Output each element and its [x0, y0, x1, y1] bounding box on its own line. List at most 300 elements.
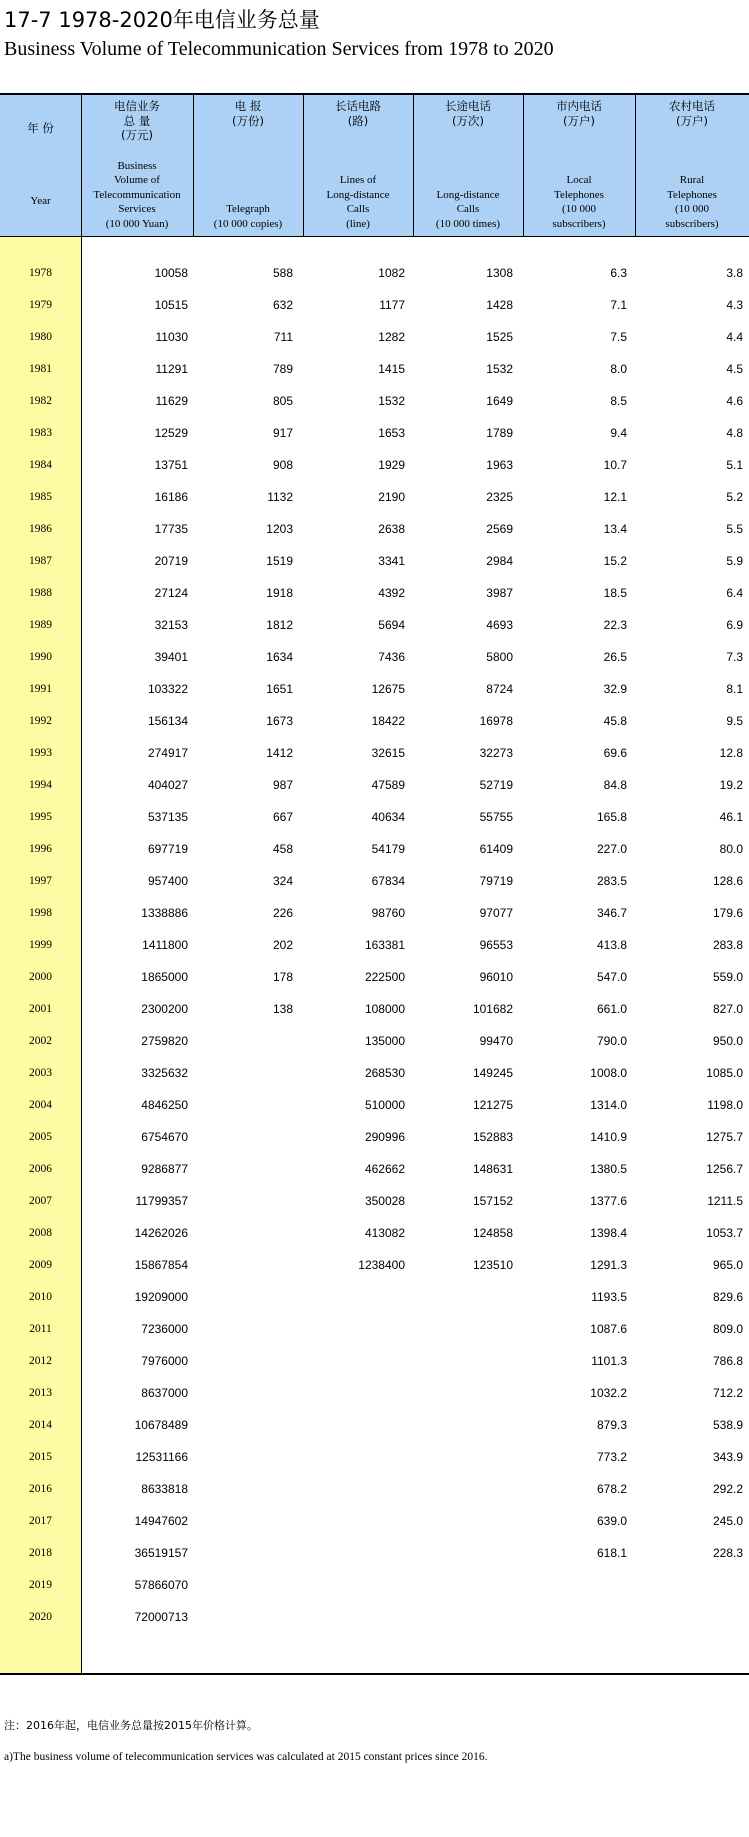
header-chinese-label [635, 99, 749, 128]
table-cell: 1649 [486, 394, 513, 408]
table-cell: 135000 [364, 1034, 405, 1048]
header-cell [0, 93, 81, 236]
table-cell [193, 1097, 293, 1113]
header-cell [413, 93, 523, 236]
table-cell: 157152 [472, 1194, 513, 1208]
table-cell: 101682 [472, 1002, 513, 1016]
header-chinese-line: (万户) [676, 113, 708, 128]
table-cell: 13751 [154, 458, 188, 472]
table-cell: 3.8 [726, 266, 743, 280]
year-cell: 1990 [29, 651, 52, 663]
table-cell: 618.1 [596, 1546, 627, 1560]
table-cell: 1203 [266, 522, 293, 536]
table-cell [413, 1353, 513, 1369]
table-cell: 458 [272, 842, 293, 856]
table-cell: 1532 [378, 394, 405, 408]
table-cell: 1082 [378, 266, 405, 280]
table-cell: 16186 [154, 490, 188, 504]
table-cell: 10058 [154, 266, 188, 280]
table-cell [193, 1417, 293, 1433]
table-cell: 547.0 [596, 970, 627, 984]
header-english-line: Long-distance [436, 188, 500, 201]
header-cell [523, 93, 635, 236]
table-cell: 7.1 [610, 298, 627, 312]
table-cell: 148631 [472, 1162, 513, 1176]
table-cell: 4.8 [726, 426, 743, 440]
year-cell: 2015 [29, 1451, 52, 1463]
table-cell [413, 1609, 513, 1625]
table-cell: 268530 [364, 1066, 405, 1080]
table-cell [193, 1321, 293, 1337]
year-cell: 1985 [29, 491, 52, 503]
table-cell [523, 1609, 627, 1625]
table-cell: 950.0 [712, 1034, 743, 1048]
table-cell: 54179 [371, 842, 405, 856]
table-cell: 55755 [479, 810, 513, 824]
year-cell: 2016 [29, 1483, 52, 1495]
header-chinese-label [413, 99, 523, 128]
table-cell: 661.0 [596, 1002, 627, 1016]
table-cell: 12531166 [135, 1450, 188, 1464]
table-cell: 1812 [266, 618, 293, 632]
table-cell: 39401 [154, 650, 188, 664]
header-chinese-label [0, 121, 81, 136]
table-cell: 11291 [155, 362, 188, 376]
table-cell: 11629 [155, 394, 188, 408]
table-cell: 908 [272, 458, 293, 472]
table-cell [193, 1545, 293, 1561]
table-cell: 96010 [479, 970, 513, 984]
table-cell: 4.5 [726, 362, 743, 376]
table-cell: 97077 [479, 906, 513, 920]
table-cell: 1412 [266, 746, 293, 760]
table-cell [193, 1513, 293, 1529]
table-cell: 790.0 [596, 1034, 627, 1048]
table-cell: 1410.9 [590, 1130, 627, 1144]
header-chinese-label [303, 99, 413, 128]
table-cell: 1211.5 [707, 1194, 743, 1208]
table-cell: 80.0 [719, 842, 743, 856]
table-cell: 1291.3 [590, 1258, 627, 1272]
year-cell: 1988 [29, 587, 52, 599]
header-cell [303, 93, 413, 236]
table-cell: 413082 [364, 1226, 405, 1240]
table-cell: 222500 [364, 970, 405, 984]
table-cell [303, 1417, 405, 1433]
table-cell: 67834 [371, 874, 405, 888]
table-cell: 1256.7 [706, 1162, 743, 1176]
year-cell: 2005 [29, 1131, 52, 1143]
table-cell: 138 [272, 1002, 293, 1016]
header-english-line: (10 000 Yuan) [105, 217, 169, 230]
header-english-line: Telephones [667, 188, 717, 201]
table-cell: 3325632 [141, 1066, 188, 1080]
table-cell: 14262026 [134, 1226, 188, 1240]
table-cell: 2325 [486, 490, 513, 504]
table-cell: 6.4 [726, 586, 743, 600]
table-cell: 1673 [266, 714, 293, 728]
table-cell: 4693 [486, 618, 513, 632]
table-cell: 149245 [472, 1066, 513, 1080]
table-cell: 283.8 [712, 938, 743, 952]
year-cell: 2002 [29, 1035, 52, 1047]
footnote-english: a)The business volume of telecommunication services was calculated at 2015 constant prices since 2016. [4, 1751, 488, 1763]
table-cell [413, 1513, 513, 1529]
year-cell: 2007 [29, 1195, 52, 1207]
year-cell: 2010 [29, 1291, 52, 1303]
table-cell: 2190 [378, 490, 405, 504]
table-cell: 1085.0 [706, 1066, 743, 1080]
table-cell: 805 [272, 394, 293, 408]
header-english-line: Lines of [339, 174, 377, 186]
year-cell: 1978 [29, 267, 52, 279]
table-cell: 99470 [479, 1034, 513, 1048]
table-cell: 1177 [379, 298, 405, 312]
year-cell: 1983 [29, 427, 52, 439]
table-cell [193, 1225, 293, 1241]
table-cell: 632 [272, 298, 293, 312]
table-cell: 8.5 [610, 394, 627, 408]
year-cell: 2019 [29, 1579, 52, 1591]
year-cell: 1982 [29, 395, 52, 407]
table-cell [413, 1545, 513, 1561]
table-cell: 27124 [154, 586, 188, 600]
table-cell: 5.5 [726, 522, 743, 536]
table-cell: 22.3 [603, 618, 627, 632]
table-cell: 1918 [266, 586, 293, 600]
table-cell: 3987 [486, 586, 513, 600]
table-cell [303, 1545, 405, 1561]
table-cell: 1008.0 [590, 1066, 627, 1080]
header-english-line: Long-distance [326, 188, 390, 201]
table-cell [303, 1609, 405, 1625]
header-english-line: (line) [346, 217, 370, 230]
table-cell: 1377.6 [590, 1194, 627, 1208]
table-cell: 108000 [364, 1002, 405, 1016]
table-cell: 17735 [154, 522, 188, 536]
header-english-line: Calls [346, 203, 370, 215]
table-cell [303, 1577, 405, 1593]
table-cell [303, 1385, 405, 1401]
table-cell: 5800 [486, 650, 513, 664]
table-cell: 292.2 [712, 1482, 743, 1496]
header-english-label [413, 188, 523, 232]
table-cell: 19.2 [719, 778, 743, 792]
table-cell: 773.2 [596, 1450, 627, 1464]
header-english-line: Business [117, 159, 157, 172]
header-chinese-line: 电 报 [234, 99, 262, 113]
table-cell: 1929 [378, 458, 405, 472]
year-cell: 1989 [29, 619, 52, 631]
header-english-line: Services [118, 203, 156, 215]
table-cell: 588 [272, 266, 293, 280]
table-cell: 2638 [378, 522, 405, 536]
table-cell: 121275 [472, 1098, 513, 1112]
top-rule [0, 93, 749, 95]
header-chinese-label [81, 99, 193, 143]
year-cell: 1997 [29, 875, 52, 887]
table-cell: 3341 [378, 554, 405, 568]
header-column-divider [523, 93, 524, 236]
table-cell: 639.0 [596, 1514, 627, 1528]
table-cell [635, 1609, 743, 1625]
table-cell: 1428 [486, 298, 513, 312]
header-english-line: Telecommunication [93, 188, 181, 201]
header-chinese-label [193, 99, 303, 128]
year-cell: 1981 [29, 363, 52, 375]
header-column-divider [635, 93, 636, 236]
table-cell [413, 1417, 513, 1433]
table-cell: 10515 [154, 298, 188, 312]
table-cell [193, 1193, 293, 1209]
table-cell: 8.0 [610, 362, 627, 376]
header-english-label [303, 173, 413, 231]
table-cell: 6754670 [141, 1130, 188, 1144]
table-cell: 1651 [266, 682, 293, 696]
header-english-label [193, 202, 303, 231]
table-cell: 103322 [147, 682, 188, 696]
header-english-line: (10 000 copies) [213, 217, 283, 230]
table-cell [635, 1577, 743, 1593]
table-cell [193, 1161, 293, 1177]
table-cell [413, 1385, 513, 1401]
table-cell: 124858 [472, 1226, 513, 1240]
header-chinese-line: 长途电话 [445, 99, 491, 113]
table-cell: 202 [272, 938, 293, 952]
table-cell [303, 1289, 405, 1305]
table-cell: 1282 [378, 330, 405, 344]
table-cell: 462662 [364, 1162, 405, 1176]
table-cell: 7.3 [726, 650, 743, 664]
table-cell [413, 1449, 513, 1465]
table-cell: 79719 [479, 874, 513, 888]
table-cell: 1865000 [141, 970, 188, 984]
table-cell: 12.1 [603, 490, 627, 504]
year-column-divider [81, 236, 82, 1673]
table-cell [193, 1353, 293, 1369]
header-english-line: Calls [456, 203, 480, 215]
table-cell: 19209000 [134, 1290, 188, 1304]
table-cell: 5.9 [726, 554, 743, 568]
table-cell: 18.5 [603, 586, 627, 600]
year-cell: 1994 [29, 779, 52, 791]
year-cell: 2012 [29, 1355, 52, 1367]
table-cell: 917 [272, 426, 293, 440]
table-cell: 667 [272, 810, 293, 824]
table-cell: 1275.7 [706, 1130, 743, 1144]
header-english-line: (10 000 [562, 203, 596, 215]
table-cell: 57866070 [134, 1578, 188, 1592]
table-cell: 152883 [472, 1130, 513, 1144]
table-cell [303, 1353, 405, 1369]
table-cell: 786.8 [712, 1354, 743, 1368]
table-cell: 1789 [486, 426, 513, 440]
header-english-line: Volume of [114, 174, 160, 186]
table-cell: 324 [272, 874, 293, 888]
year-cell: 1980 [29, 331, 52, 343]
table-cell: 228.3 [712, 1546, 743, 1560]
header-cell [81, 93, 193, 236]
table-cell: 4.6 [726, 394, 743, 408]
table-cell: 14947602 [134, 1514, 188, 1528]
header-cell [193, 93, 303, 236]
data-table [0, 93, 749, 1676]
table-cell: 32273 [479, 746, 513, 760]
table-cell [193, 1385, 293, 1401]
header-chinese-line: 市内电话 [556, 99, 602, 113]
table-cell: 711 [273, 330, 293, 344]
year-cell: 2003 [29, 1067, 52, 1079]
table-cell: 1101.3 [591, 1354, 627, 1368]
table-cell: 537135 [147, 810, 188, 824]
table-cell: 404027 [147, 778, 188, 792]
table-cell: 1193.5 [591, 1290, 627, 1304]
table-cell: 697719 [147, 842, 188, 856]
table-cell: 10678489 [134, 1418, 188, 1432]
table-cell: 32615 [371, 746, 405, 760]
table-cell: 1963 [486, 458, 513, 472]
table-cell: 1053.7 [706, 1226, 743, 1240]
header-column-divider [413, 93, 414, 236]
table-cell: 8.1 [726, 682, 743, 696]
table-cell: 283.5 [596, 874, 627, 888]
table-cell: 84.8 [603, 778, 627, 792]
table-cell [303, 1513, 405, 1529]
table-cell [413, 1321, 513, 1337]
year-cell: 1991 [29, 683, 52, 695]
header-column-divider [193, 93, 194, 236]
table-cell [193, 1577, 293, 1593]
year-cell: 1996 [29, 843, 52, 855]
table-cell: 61409 [479, 842, 513, 856]
table-cell: 46.1 [719, 810, 743, 824]
table-cell: 8724 [486, 682, 513, 696]
header-chinese-line: (路) [347, 113, 369, 128]
page-subtitle: Business Volume of Telecommunication Services from 1978 to 2020 [4, 38, 554, 60]
table-cell: 4392 [378, 586, 405, 600]
year-cell: 1987 [29, 555, 52, 567]
header-english-line: (10 000 [675, 203, 709, 215]
header-english-line: Local [566, 174, 592, 186]
footnote-chinese: 注：2016年起，电信业务总量按2015年价格计算。 [4, 1719, 258, 1732]
header-chinese-line: 电信业务 [114, 99, 160, 113]
table-cell: 2759820 [141, 1034, 188, 1048]
table-cell: 827.0 [712, 1002, 743, 1016]
table-cell: 7.5 [610, 330, 627, 344]
table-cell: 7976000 [141, 1354, 188, 1368]
year-cell: 1979 [29, 299, 52, 311]
table-cell: 227.0 [596, 842, 627, 856]
year-cell: 2020 [29, 1611, 52, 1623]
year-cell: 2009 [29, 1259, 52, 1271]
table-cell: 5.1 [726, 458, 743, 472]
table-cell [193, 1065, 293, 1081]
table-cell: 7236000 [141, 1322, 188, 1336]
table-cell: 413.8 [596, 938, 627, 952]
table-cell: 69.6 [603, 746, 627, 760]
table-cell: 1653 [378, 426, 405, 440]
table-cell: 987 [272, 778, 293, 792]
table-cell: 178 [272, 970, 293, 984]
table-cell: 11030 [155, 330, 188, 344]
year-cell: 2011 [29, 1323, 52, 1335]
year-cell: 2004 [29, 1099, 52, 1111]
table-cell: 12529 [154, 426, 188, 440]
table-cell: 829.6 [712, 1290, 743, 1304]
year-cell: 1998 [29, 907, 52, 919]
table-cell: 40634 [371, 810, 405, 824]
header-column-divider [303, 93, 304, 236]
table-cell: 179.6 [712, 906, 743, 920]
header-bottom-rule [0, 236, 749, 237]
table-cell: 26.5 [603, 650, 627, 664]
table-cell: 1238400 [358, 1258, 405, 1272]
table-cell [523, 1577, 627, 1593]
table-cell: 1398.4 [590, 1226, 627, 1240]
table-cell: 712.2 [712, 1386, 743, 1400]
table-cell: 32.9 [603, 682, 627, 696]
header-chinese-label [523, 99, 635, 128]
table-cell: 5694 [378, 618, 405, 632]
table-cell [193, 1481, 293, 1497]
table-cell: 965.0 [712, 1258, 743, 1272]
table-cell: 290996 [364, 1130, 405, 1144]
year-cell: 1986 [29, 523, 52, 535]
table-cell: 1032.2 [590, 1386, 627, 1400]
table-cell: 165.8 [596, 810, 627, 824]
table-cell [303, 1321, 405, 1337]
table-cell: 4.4 [726, 330, 743, 344]
table-cell [303, 1481, 405, 1497]
table-cell: 274917 [147, 746, 188, 760]
header-chinese-line: (万次) [452, 113, 484, 128]
table-cell [193, 1289, 293, 1305]
table-cell: 96553 [479, 938, 513, 952]
table-cell: 15867854 [134, 1258, 188, 1272]
table-cell [193, 1257, 293, 1273]
table-cell: 13.4 [603, 522, 627, 536]
header-chinese-line: 长话电路 [335, 99, 381, 113]
table-cell: 510000 [364, 1098, 405, 1112]
table-cell: 8637000 [141, 1386, 188, 1400]
table-cell: 6.9 [726, 618, 743, 632]
table-cell: 123510 [472, 1258, 513, 1272]
header-english-line: Telephones [554, 188, 604, 201]
year-cell: 2014 [29, 1419, 52, 1431]
table-cell [193, 1129, 293, 1145]
table-cell: 350028 [364, 1194, 405, 1208]
table-cell: 128.6 [712, 874, 743, 888]
table-cell: 52719 [479, 778, 513, 792]
header-chinese-line: (万户) [563, 113, 595, 128]
table-cell: 1411800 [142, 938, 188, 952]
table-cell: 5.2 [726, 490, 743, 504]
table-cell: 1087.6 [590, 1322, 627, 1336]
table-cell: 4846250 [141, 1098, 188, 1112]
year-cell: 1993 [29, 747, 52, 759]
header-english-label [81, 159, 193, 232]
table-cell: 245.0 [712, 1514, 743, 1528]
table-cell: 226 [272, 906, 293, 920]
header-english-line: Rural [679, 174, 705, 186]
table-cell: 559.0 [712, 970, 743, 984]
table-cell: 809.0 [712, 1322, 743, 1336]
table-cell [193, 1033, 293, 1049]
table-cell: 957400 [147, 874, 188, 888]
table-cell: 12.8 [719, 746, 743, 760]
table-cell: 1308 [486, 266, 513, 280]
header-cell [635, 93, 749, 236]
